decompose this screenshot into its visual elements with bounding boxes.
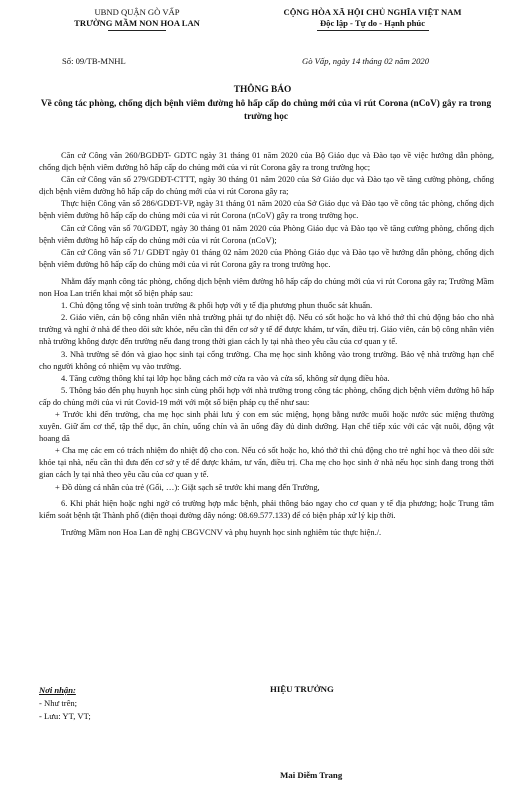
country-name: CỘNG HÒA XÃ HỘI CHỦ NGHĨA VIỆT NAM xyxy=(283,7,462,17)
paragraph: Căn cứ Công văn số 71/ GDĐT ngày 01 tháng 02 năm 2020 của Phòng Giáo dục và Đào tạo về hướng dẫn phòng, chống dịch bệnh viêm đường hô hấp cấp do chủng mới của vi rút Corona gây ra trong trường học. xyxy=(39,246,494,269)
national-motto: Độc lập - Tự do - Hạnh phúc xyxy=(319,18,426,28)
paragraph: + Cha mẹ các em có trách nhiệm đo nhiệt độ cho con. Nếu có sốt hoặc ho, khó thở thì chủ động cho trẻ nghỉ học và theo dõi sức khỏe tại nhà, nếu cần thì đưa đến cơ sở y tế để được khám, tư vấn, điều trị. Cha mẹ cho học sinh ở nhà nếu học sinh đang trong thời gian cách ly tại nhà theo yêu cầu của cơ quan y tế. xyxy=(39,445,494,480)
issuer-authority: UBND QUẬN GÒ VẤP xyxy=(94,7,180,17)
paragraph: Căn cứ Công văn số 70/GDĐT, ngày 30 tháng 01 năm 2020 của Phòng Giáo dục và Đào tạo về tăng cường phòng, chống dịch bệnh viêm đường hô hấp cấp do chủng mới của vi rút Corona (nCoV); xyxy=(39,222,494,245)
paragraph: Thực hiện Công văn số 286/GDĐT-VP, ngày 31 tháng 01 năm 2020 của Sở Giáo dục và Đào tạo về công tác phòng, chống dịch bệnh viêm đường hô hấp cấp do chủng mới của vi rút Corona (nCoV) gây ra trong trường học. xyxy=(39,198,494,221)
signer-name: Mai Diễm Trang xyxy=(280,770,343,780)
paragraph: Nhằm đẩy mạnh công tác phòng, chống dịch bệnh viêm đường hô hấp cấp do chủng mới của vi rút Corona gây ra; Trường Mầm non Hoa Lan triển khai một số biện pháp sau: xyxy=(39,275,494,299)
paragraph: + Trước khi đến trường, cha mẹ học sinh phải lưu ý con em súc miệng, họng bằng nước muối hoặc nước súc miệng thường xuyên. Giữ ấm cơ thể, tập thể dục, ăn chín, uống chín và ăn uống đầy đủ dinh dưỡng. Hạn chế tiếp xúc với các vật nuôi, động vật hoang dã xyxy=(39,408,494,444)
paragraph: 5. Thông báo đến phụ huynh học sinh cùng phối hợp với nhà trường trong công tác phòng, chống dịch bệnh viêm đường hô hấp cấp do chủng mới của vi rút Covid-19 mới với một số biện pháp cụ thể như sau: xyxy=(39,384,494,407)
document-title: THÔNG BÁO xyxy=(233,85,292,95)
paragraph: + Đồ dùng cá nhân của trẻ (Gối, …): Giặt sạch sẽ trước khi mang đến Trường, xyxy=(55,481,320,492)
issuer-block xyxy=(52,7,222,31)
paragraph: Căn cứ Công văn số 279/GDĐT-CTTT, ngày 30 tháng 01 năm 2020 của Sở Giáo dục và Đào tạo về tăng cường phòng, chống dịch bệnh viêm đường hô hấp cấp do chủng mới của vi rút Corona gây ra; xyxy=(39,174,494,197)
document-subtitle: Về công tác phòng, chống dịch bệnh viêm đường hô hấp cấp do chủng mới của vi rút Corona (nCoV) gây ra trong trường học xyxy=(40,99,492,122)
recipient-line: - Lưu: YT, VT; xyxy=(39,711,91,721)
paragraph: 6. Khi phát hiện hoặc nghi ngờ có trường hợp mắc bệnh, phải thông báo ngay cho cơ quan y tế địa phương; hoặc Trung tâm kiểm soát bệnh tật Thành phố (điện thoại đường dây nóng: 08.69.577.133) để có biện pháp xử lý kịp thời. xyxy=(39,497,494,520)
signer-title: HIỆU TRƯỞNG xyxy=(270,684,334,694)
footer-block xyxy=(0,684,525,800)
recipients-label: Nơi nhận: xyxy=(39,685,76,695)
place-and-date: Gò Vấp, ngày 14 tháng 02 năm 2020 xyxy=(302,56,429,66)
paragraph: Căn cứ Công văn 260/BGDĐT- GDTC ngày 31 tháng 01 năm 2020 của Bộ Giáo dục và Đào tạo về việc hướng dẫn phòng, chống dịch bệnh viêm đường hô hấp cấp do chủng mới của vi rút Corona gây ra trong trường học; xyxy=(39,150,494,173)
document-body xyxy=(39,149,494,538)
document-number: Số: 09/TB-MNHL xyxy=(62,56,126,66)
paragraph: 1. Chủ động tổng vệ sinh toàn trường & phối hợp với y tế địa phương phun thuốc sát khuẩn. xyxy=(61,300,373,311)
national-motto-block xyxy=(230,7,515,31)
paragraph: 3. Nhà trường sẽ đón và giao học sinh tại cổng trường. Cha mẹ học sinh không vào trong trường. Bảo vệ nhà trường hạn chế cho người không có nhiệm vụ vào trường. xyxy=(39,348,494,371)
paragraph: Trường Mầm non Hoa Lan đề nghị CBGVCNV và phụ huynh học sinh nghiêm túc thực hiện./. xyxy=(61,526,382,537)
paragraph: 4. Tăng cường thông khí tại lớp học bằng cách mở cửa ra vào và cửa sổ, không sử dụng điều hòa. xyxy=(61,372,390,383)
issuer-school: TRƯỜNG MẦM NON HOA LAN xyxy=(74,18,200,28)
recipient-line: - Như trên; xyxy=(39,698,78,708)
issuer-underline xyxy=(108,30,166,31)
recipients-block xyxy=(39,684,91,723)
motto-underline xyxy=(317,30,429,31)
paragraph: 2. Giáo viên, cán bộ công nhân viên nhà trường phải tự đo nhiệt độ. Nếu có sốt hoặc ho và khó thở thì chủ động báo cho nhà trường và nghỉ ở nhà để theo dõi sức khỏe, nếu cần thì đến cơ sở y tế để được khám, tư vấn, điều trị. Giáo viên, cán bộ công nhân viên nhà trường không được đến trường nếu đang trong thời gian cách ly tại nhà theo yêu cầu của cơ quan y tế. xyxy=(39,312,494,347)
